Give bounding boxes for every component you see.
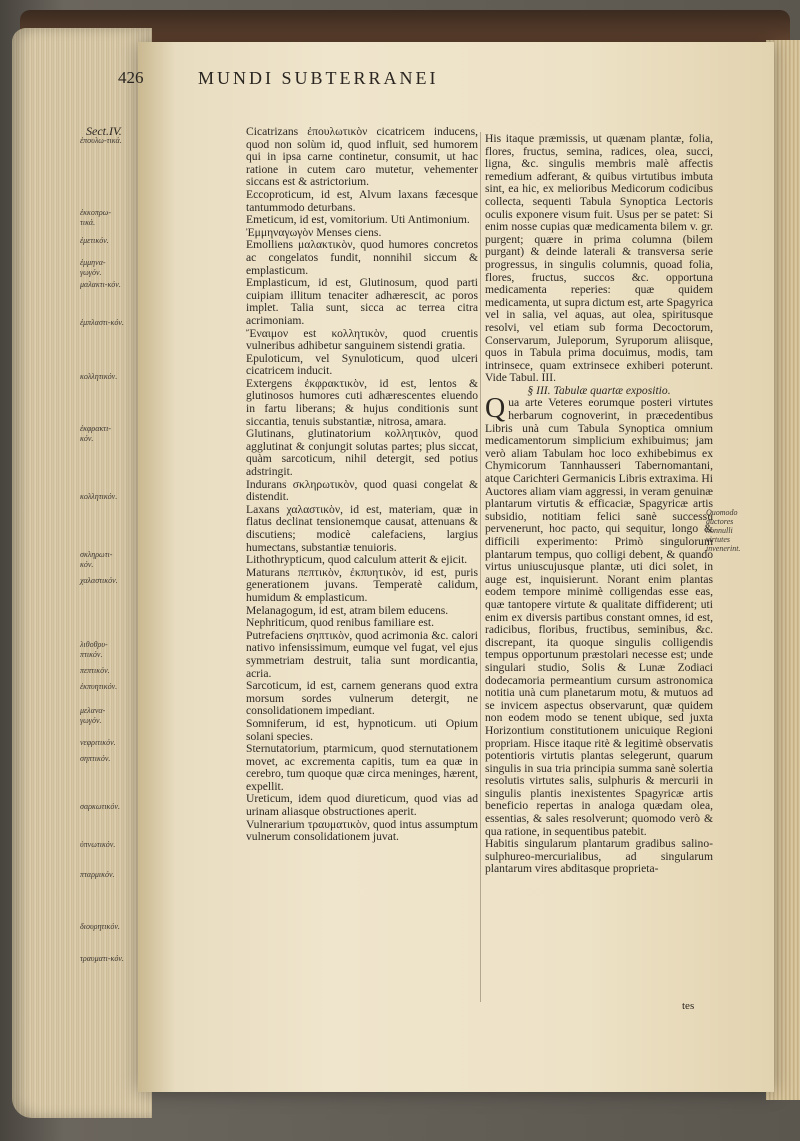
- entry: Maturans πεπτικὸν, ἐκπυητικὸν, id est, puris generationem juvans. Temperatè calidum, humidum & emplasticum.: [246, 565, 478, 604]
- gloss: τραυματι-κόν.: [80, 954, 124, 963]
- entry: Vulnerarium τραυματικὸν, quod intus assumptum vulnerum consolidationem juvat.: [246, 817, 478, 844]
- gloss: νεφριτικόν.: [80, 738, 116, 747]
- left-margin-glosses: [80, 126, 124, 1006]
- entry: Sarcoticum, id est, carnem generans quod extra morsum sordes vulnerum detergit, ne consolidationem impediant.: [246, 679, 478, 718]
- gloss: πταρμικόν.: [80, 870, 115, 879]
- gloss: μαλακτι-κόν.: [80, 280, 121, 289]
- entry: Cicatrizans ἐπουλωτικὸν cicatricem inducens, quod non solùm id, quod influit, sed humorem qui in ipsa carne continetur, consumit, ut hac ratione in cutem caro mutetur, vehementer siccans est & astrictorium.: [246, 125, 478, 189]
- page-header: [118, 68, 618, 96]
- drop-cap: Q: [485, 393, 506, 425]
- entry: Laxans χαλαστικὸν, id est, materiam, quæ in flatus declinat tensionemque causat, attenuans & discutiens; modicè calefaciens, largius humectans, substantiæ tenuioris.: [246, 502, 478, 554]
- gloss: ἐμπλαστι-κόν.: [80, 318, 124, 327]
- right-column: [485, 133, 713, 876]
- entry: Extergens ἐκφρακτικὸν, id est, lentos & glutinosos humores cuti adhærescentes eluendo in fartu liberans; & hujus conditionis sunt siccantia, tenuis substantiæ, nitrosa, amara.: [246, 376, 478, 428]
- gloss: ἐκκοπρω-τικά.: [80, 208, 111, 227]
- intro-paragraph: His itaque præmissis, ut quænam plantæ, folia, flores, fructus, semina, radices, olea, succi, ligna, &c. singulis membris malè affectis remedium adferant, & quibus virtutibus imbuta sint, ea hic, ex melioribus Medicorum codicibus collecta, sequenti Tabula Synoptica Lectoris oculis exponere visum fuit. Usus per se patet: Si enim nosse cupias quæ medicamenta bilem v. gr. purgent; quære in prima columna (bilem purgant) & deinde laterali & transversa serie progressus, in singulis columnis, quoad folia, flores, fructus, succos &c. opportuna medicamenta reperies: quæ quidem medicamenta, ut supra dictum est, arte Spagyrica vel in salia, vel aquas, aut olea, spiritusque resolvi, vel etiam sub forma Decoctorum, Conservarum, Juleporum, Syruporum aliisque, quos in Tabula prima docuimus, modis, tam intrinsece, quam extrinsece exhiberi poterunt. Vide Tabul. III.: [485, 132, 713, 385]
- entry: Nephriticum, quod renibus familiare est.: [246, 616, 435, 630]
- gloss: χαλαστικόν.: [80, 576, 118, 585]
- gloss: λιθοθρυ-πτικόν.: [80, 640, 108, 659]
- gloss: ὑπνωτικόν.: [80, 840, 116, 849]
- entry: Indurans σκληρωτικὸν, quod quasi congelat & distendit.: [246, 477, 478, 504]
- entry: Putrefaciens σηπτικὸν, quod acrimonia &c. calori nativo infensissimum, eumque vel fugat, vel ejus symmetriam destruit, talia sunt mordicantia, acria.: [246, 628, 478, 680]
- gloss: σαρκωτικόν.: [80, 802, 120, 811]
- gloss: πεπτικόν.: [80, 666, 110, 675]
- entry: Melanagogum, id est, atram bilem educens.: [246, 603, 449, 617]
- gloss: κολλητικόν.: [80, 372, 118, 381]
- body-paragraph-2: Habitis singularum plantarum gradibus salino-sulphureo-mercurialibus, ad singularum plantarum vires abditasque proprieta-: [485, 837, 713, 876]
- left-column: [246, 126, 478, 844]
- gloss: ἐκπυητικόν.: [80, 682, 118, 691]
- page-number: 426: [118, 68, 144, 87]
- entry: Ἔναιμον est κολλητικὸν, quod cruentis vulneribus adhibetur sanguinem sistendi gratia.: [246, 326, 478, 353]
- right-margin-note: Quomodo auctores nonnulli virtutes invenerint.: [706, 508, 741, 553]
- body-paragraph: [485, 393, 713, 838]
- gloss: ἐπουλω-τικά.: [80, 136, 122, 145]
- entry: Epuloticum, vel Synuloticum, quod ulceri cicatricem inducit.: [246, 351, 478, 378]
- entry: Ἐμμηναγωγὸν Menses ciens.: [246, 225, 382, 239]
- section-tag: Sect.IV.: [86, 124, 122, 138]
- gloss: σηπτικόν.: [80, 754, 111, 763]
- entry: Sternutatorium, ptarmicum, quod sternutationem movet, ac excrementa capitis, tum ea quæ in cerebro, tum quoque quæ circa meninges, hærent, expellit.: [246, 742, 478, 793]
- gloss: κολλητικόν.: [80, 492, 118, 501]
- entry: Somniferum, id est, hypnoticum. uti Opium solani species.: [246, 716, 478, 743]
- body-text: ua arte Veteres eorumque posteri virtutes herbarum cognoverint, in præcedentibus Libris unà cum Tabula Synoptica omnium medicamentorum simplicium exhibuimus; jam verò aliam Tabulam hoc loco exhibebimus ex Chymicorum Tannhausseri Tabernomantani, atque Carichteri Germanicis Libris extraxima. Hi Auctores aliam viam aggressi, in veram genuinæ plantarum virtutis & efficaciæ, Spagyricæ artis subsidio, notitiam felici sanè successu pervenerunt, hoc pacto, qui sequitur, longo & difficili experimento: Primò singulorum plantarum tempus, quo colligi debent, & quando virtus uniuscujusque plantæ, uti dici solet, in auge est, inquisierunt. Norant enim plantas eodem tempore minimè colligendas esse eas, quæ tantopere virtute & qualitate diffiderent; uti enim ex diversis partibus constant omnes, id est, radicibus, floribus, fructibus, seminibus, &c. discrepant, ita quoque singulis colligendis tempus opportunum præstolari necesse est; unde singulari studio, Solis & Lunæ Zodiaci dodecamoria permeantium cursum astronomica notitia unà cum planetarum motu, & mutuos ad se invicem aspectus observarunt, quæ quidem non eodem modo se tenent ubique, sed juxta Horizontium constitutionem unicuique Regioni propriam. Hisce itaque ritè & legitimè observatis potentioris virtutis plantas selegerunt, quarum singulis in sua tria principia summa sanè solertia resolutis virtutes salis, sulphuris & mercurii in singulis plantis inexistentes Spagyricæ artis beneficio repertas in analoga quædam olea, essentias, & sales resolverunt; quomodo verò & qua ratione, in sequentibus patebit.: [485, 396, 713, 838]
- entry: Emplasticum, id est, Glutinosum, quod parti cuipiam illitum tenaciter adhærescit, ac poros implet. Talia sunt, sicca ac terrea citra acrimoniam.: [246, 276, 478, 327]
- section-heading: § III. Tabulæ quartæ expositio.: [527, 383, 671, 397]
- entry: Ureticum, idem quod diureticum, quod vias ad urinam aliasque obstructiones aperit.: [246, 792, 478, 819]
- gloss: διουρητικόν.: [80, 922, 120, 931]
- entry: Emolliens μαλακτικὸν, quod humores concretos ac congelatos fundit, nonnihil siccum & emplasticum.: [246, 238, 478, 277]
- entry: Eccoproticum, id est, Alvum laxans fæcesque tantummodo deturbans.: [246, 187, 478, 214]
- gloss: ἐμμηνα-γωγόν.: [80, 258, 106, 277]
- entry: Lithothrypticum, quod calculum atterit & ejicit.: [246, 553, 468, 567]
- entry: Emeticum, id est, vomitorium. Uti Antimonium.: [246, 213, 470, 227]
- column-rule: [480, 132, 481, 1002]
- gloss: σκληρωτι-κόν.: [80, 550, 113, 569]
- running-title: MUNDI SUBTERRANEI: [198, 68, 439, 88]
- entry: Glutinans, glutinatorium κολλητικὸν, quod agglutinat & conjungit solutas partes; plus siccat, quàm sarcoticum, nihil detergit, sed potius adstringit.: [246, 427, 478, 479]
- catchword: tes: [682, 1000, 695, 1012]
- gloss: ἐμετικόν.: [80, 236, 109, 245]
- gloss: μελανα-γωγόν.: [80, 706, 106, 725]
- gloss: ἐκφρακτι-κόν.: [80, 424, 112, 443]
